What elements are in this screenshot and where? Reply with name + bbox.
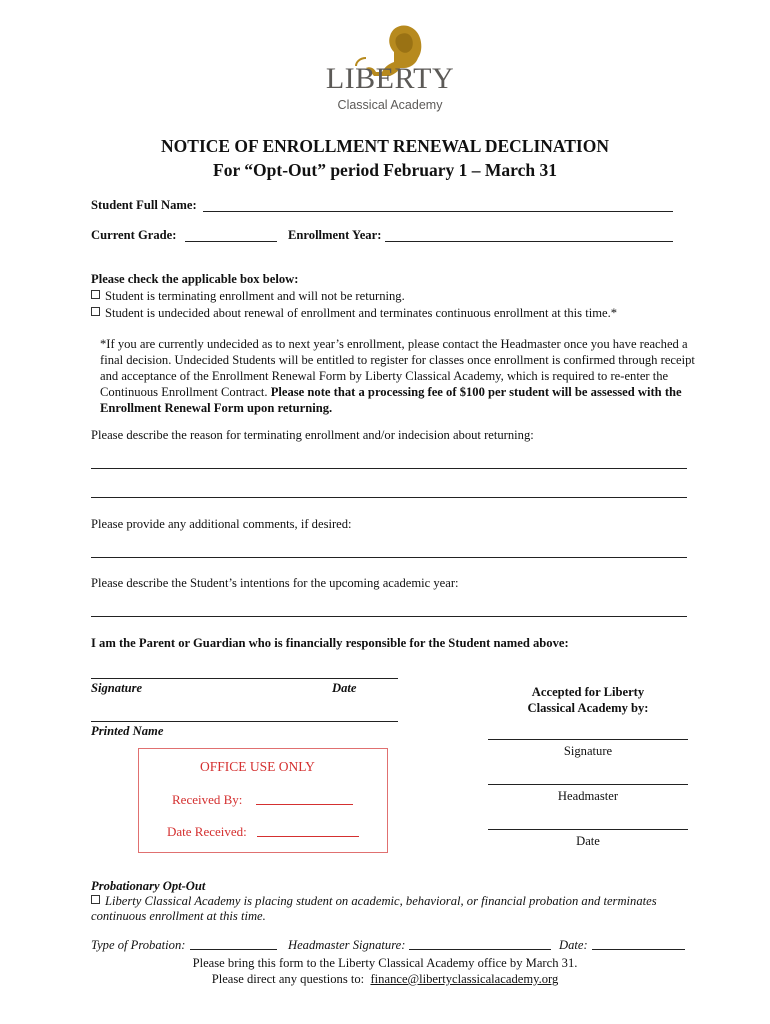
option-undecided[interactable] bbox=[91, 306, 617, 321]
reason-prompt: Please describe the reason for terminating enrollment and/or indecision about returning: bbox=[91, 428, 534, 442]
option-terminating[interactable] bbox=[91, 289, 405, 304]
comments-line[interactable] bbox=[91, 557, 687, 558]
received-by-field[interactable] bbox=[256, 804, 353, 805]
brand-name: LIBERTY bbox=[325, 62, 455, 95]
current-grade-field[interactable] bbox=[185, 241, 277, 242]
date-received-label: Date Received: bbox=[167, 824, 247, 839]
undecided-note bbox=[100, 336, 700, 416]
comments-prompt: Please provide any additional comments, if desired: bbox=[91, 517, 352, 531]
form-subtitle: For “Opt-Out” period February 1 – March 31 bbox=[213, 160, 557, 180]
probation-type-label: Type of Probation: bbox=[91, 938, 186, 952]
guardian-statement: I am the Parent or Guardian who is financially responsible for the Student named above: bbox=[91, 636, 569, 650]
guardian-signature-line[interactable] bbox=[91, 678, 398, 679]
accepted-line1: Accepted for Liberty bbox=[531, 685, 645, 699]
accepted-line2: Classical Academy by: bbox=[527, 701, 649, 715]
received-by-label: Received By: bbox=[172, 792, 243, 807]
checkbox-probation[interactable] bbox=[91, 895, 100, 904]
enrollment-year-field[interactable] bbox=[385, 241, 673, 242]
headmaster-signature-label: Headmaster Signature: bbox=[288, 938, 406, 952]
accepted-signature-line[interactable] bbox=[488, 739, 688, 740]
probation-type-field[interactable] bbox=[190, 949, 277, 950]
reason-line-2[interactable] bbox=[91, 497, 687, 498]
undecided-note-text: *If you are currently undecided as to next year’s enrollment, please contact the Headmaster once you have reached a final decision. Undecided Students will be entitled to register for classes once enrollment is confirmed through receipt and acceptance of the Enrollment Renewal Form by Liberty Classical Academy, which is required to re-enter the Continuous Enrollment Contract. bbox=[100, 337, 695, 399]
accepted-date-label: Date bbox=[576, 834, 600, 848]
headmaster-signature-field[interactable] bbox=[409, 949, 551, 950]
footer-instruction: Please bring this form to the Liberty Classical Academy office by March 31. bbox=[192, 956, 578, 970]
headmaster-line[interactable] bbox=[488, 784, 688, 785]
signature-label: Signature bbox=[91, 681, 143, 695]
enrollment-year-label: Enrollment Year: bbox=[288, 228, 382, 242]
probation-date-label: Date: bbox=[559, 938, 588, 952]
option-undecided-label: Student is undecided about renewal of enrollment and terminates continuous enrollment at this time.* bbox=[105, 306, 618, 320]
date-received-field[interactable] bbox=[257, 836, 359, 837]
intentions-prompt: Please describe the Student’s intentions for the upcoming academic year: bbox=[91, 576, 459, 590]
accepted-date-line[interactable] bbox=[488, 829, 688, 830]
form-title: NOTICE OF ENROLLMENT RENEWAL DECLINATION bbox=[161, 136, 609, 156]
probation-text-line2: continuous enrollment at this time. bbox=[91, 909, 266, 923]
intentions-line[interactable] bbox=[91, 616, 687, 617]
probation-option[interactable] bbox=[91, 894, 657, 909]
probation-heading: Probationary Opt-Out bbox=[91, 879, 206, 893]
probation-date-field[interactable] bbox=[592, 949, 685, 950]
checkbox-terminating[interactable] bbox=[91, 290, 100, 299]
footer-contact bbox=[60, 972, 710, 987]
student-name-field[interactable] bbox=[203, 211, 673, 212]
processing-fee-note: Please note that a processing fee of $100 per student will be assessed with the Enrollment Renewal Form upon returning. bbox=[100, 385, 682, 415]
footer-contact-prefix: Please direct any questions to: bbox=[211, 972, 365, 986]
date-label: Date bbox=[332, 681, 357, 695]
brand-subtitle: Classical Academy bbox=[337, 98, 443, 112]
office-use-title: OFFICE USE ONLY bbox=[200, 759, 315, 774]
reason-line-1[interactable] bbox=[91, 468, 687, 469]
option-terminating-label: Student is terminating enrollment and will not be returning. bbox=[105, 289, 405, 303]
printed-name-label: Printed Name bbox=[91, 724, 164, 738]
student-name-label: Student Full Name: bbox=[91, 198, 197, 212]
current-grade-label: Current Grade: bbox=[91, 228, 177, 242]
headmaster-label: Headmaster bbox=[557, 789, 619, 803]
checkbox-undecided[interactable] bbox=[91, 307, 100, 316]
accepted-signature-label: Signature bbox=[563, 744, 613, 758]
printed-name-line[interactable] bbox=[91, 721, 398, 722]
probation-text-line1: Liberty Classical Academy is placing student on academic, behavioral, or financial probation and terminates bbox=[105, 894, 657, 908]
finance-email-link[interactable]: finance@libertyclassicalacademy.org bbox=[370, 972, 559, 986]
options-heading: Please check the applicable box below: bbox=[91, 272, 299, 286]
